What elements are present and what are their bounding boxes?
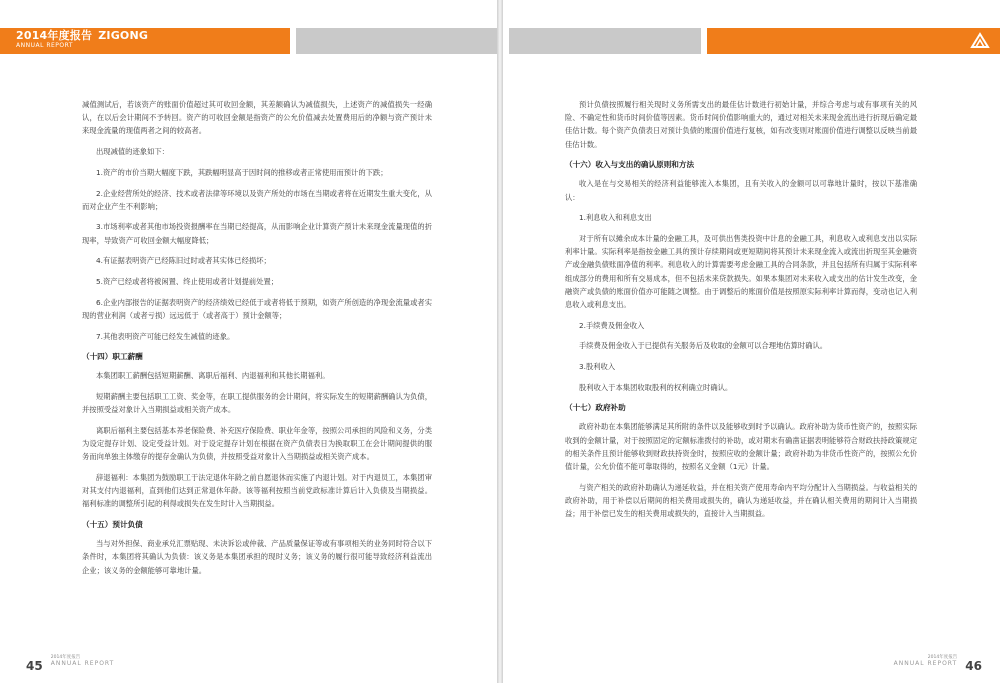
paragraph: 对于所有以摊余成本计量的金融工具，及可供出售类投资中计息的金融工具，利息收入或利息支出以实际利率计量。实际利率是指按金融工具的预计存续期间或更短期间将其预计未来现金流入或流出折现至其金融资产或金融负债账面净值的利率。利息收入的计算需要考虑金融工具的合同条款，并且包括所有归属于实际利率组成部分的费用和所有交易成本，但不包括未来贷款损失。如果本集团对未来收入或支出的估计发生改变，金融资产或负债的账面价值亦可能随之调整。由于调整后的账面价值是按照原实际利率计算而得，变动也记入利息收入或利息支出。 [565,233,917,309]
brand-header [16,30,148,49]
paragraph: 出现减值的迹象如下： [96,147,169,157]
paragraph: 4.有证据表明资产已经陈旧过时或者其实体已经损坏； [96,256,271,266]
header-grey-bar [296,28,497,54]
brand-subtitle: ANNUAL REPORT [16,42,74,49]
paragraph: 政府补助在本集团能够满足其所附的条件以及能够收到时予以确认。政府补助为货币性资产的，按照实际收到的金额计量，对于按照固定的定额标准拨付的补助，或对期末有确凿证据表明能够符合财政扶持政策规定的相关条件且预计能够收到财政扶持资金时，按照应收的金额计量；政府补助为非货币性资产的，按照公允价值计量，公允价值不能可靠取得的，按照名义金额（1元）计量。 [565,422,917,472]
brand-name: ZIGONG [98,29,149,42]
brand-year-label: 2014年度报告 [16,29,93,42]
paragraph: 收入是在与交易相关的经济利益能够流入本集团，且有关收入的金额可以可靠地计量时，按以下基准确认： [565,179,917,202]
footer-label: ANNUAL REPORT [50,660,115,667]
paragraph: 与资产相关的政府补助确认为递延收益，并在相关资产使用寿命内平均分配计入当期损益。与收益相关的政府补助，用于补偿以后期间的相关费用或损失的，确认为递延收益，并在确认相关费用的期间计入当期损益；用于补偿已发生的相关费用或损失的，直接计入当期损益。 [565,482,917,519]
right-page [503,0,1000,683]
right-footer [894,655,982,674]
paragraph: 5.资产已经或者将被闲置、终止使用或者计划提前处置； [96,277,279,287]
paragraph: 股利收入于本集团收取股利的权利确立时确认。 [579,382,733,392]
zigong-bank-logo-icon [970,32,990,50]
section-heading: （十六）收入与支出的确认原则和方法 [565,160,695,170]
paragraph: 离职后福利主要包括基本养老保险费、补充医疗保险费、职业年金等，按照公司承担的风险和义务，分类为设定提存计划、设定受益计划。对于设定提存计划在根据在资产负债表日为换取职工在会计期间提供的服务而向单独主体缴存的提存金确认为负债，并按照受益对象计入当期损益或相关资产成本。 [82,425,432,462]
paragraph: 减值测试后，若该资产的账面价值超过其可收回金额，其差额确认为减值损失，上述资产的减值损失一经确认，在以后会计期间不予转回。资产的可收回金额是指资产的公允价值减去处置费用后的净额与资产预计未来现金流量的现值两者之间的较高者。 [82,100,432,136]
section-heading: （十五）预计负债 [82,520,143,530]
paragraph: 手续费及佣金收入于已提供有关服务后及收取的金额可以合理地估算时确认。 [579,341,828,351]
section-heading: （十四）职工薪酬 [82,352,143,362]
paragraph: 2.手续费及佣金收入 [579,320,645,330]
page-number: 45 [26,659,43,673]
left-content [82,98,432,584]
left-page [0,0,497,683]
header-orange-bar [707,28,1000,54]
paragraph: 6.企业内部报告的证据表明资产的经济绩效已经低于或者将低于预期，如资产所创造的净现金流量或者实现的营业利润（或者亏损）远远低于（或者高于）预计金额等； [82,297,432,320]
paragraph: 当与对外担保、商业承兑汇票贴现、未决诉讼或仲裁、产品质量保证等或有事项相关的业务同时符合以下条件时，本集团将其确认为负债：该义务是本集团承担的现时义务；该义务的履行很可能导致经济利益流出企业；该义务的金额能够可靠地计量。 [82,539,432,575]
footer-label-small: 2014年度报告 [927,655,958,660]
paragraph: 2.企业经营所处的经济、技术或者法律等环境以及资产所处的市场在当期或者将在近期发生重大变化，从而对企业产生不利影响； [82,188,432,211]
right-content [565,98,917,528]
left-footer [26,655,114,674]
section-heading: （十七）政府补助 [565,403,626,413]
header-grey-bar [509,28,701,54]
paragraph: 本集团职工薪酬包括短期薪酬、离职后福利、内退福利和其他长期福利。 [96,371,330,381]
paragraph: 1.利息收入和利息支出 [579,213,652,223]
paragraph: 短期薪酬主要包括职工工资、奖金等，在职工提供服务的会计期间，将实际发生的短期薪酬确认为负债，并按照受益对象计入当期损益或相关资产成本。 [82,392,432,415]
paragraph: 3.股利收入 [579,362,616,372]
paragraph: 辞退福利：本集团为鼓励职工于法定退休年龄之前自愿退休而实施了内退计划。对于内退员工，本集团审对其支付内退福利，直到他们达到正常退休年龄。该等福利按照当前党政标准计算后计入负债及当期损益。福利标准的调整所引起的利得或损失在发生时计入当期损益。 [82,473,432,509]
paragraph: 预计负债按照履行相关现时义务所需支出的最佳估计数进行初始计量，并综合考虑与或有事项有关的风险、不确定性和货币时间价值等因素。货币时间价值影响重大的，通过对相关未来现金流出进行折现后确定最佳估计数。每个资产负债表日对预计负债的账面价值进行复核，如有改变则对账面价值进行调整以反映当前最佳估计数。 [565,100,917,149]
footer-label: ANNUAL REPORT [893,660,958,667]
paragraph: 1.资产的市价当期大幅度下跌，其跌幅明显高于因时间的推移或者正常使用而预计的下跌； [96,167,388,177]
paragraph: 7.其他表明资产可能已经发生减值的迹象。 [96,331,235,341]
paragraph: 3.市场利率或者其他市场投资报酬率在当期已经提高，从而影响企业计算资产预计未来现金流量现值的折现率，导致资产可收回金额大幅度降低； [82,222,432,245]
page-number: 46 [965,659,982,673]
footer-label-small: 2014年度报告 [50,655,81,660]
